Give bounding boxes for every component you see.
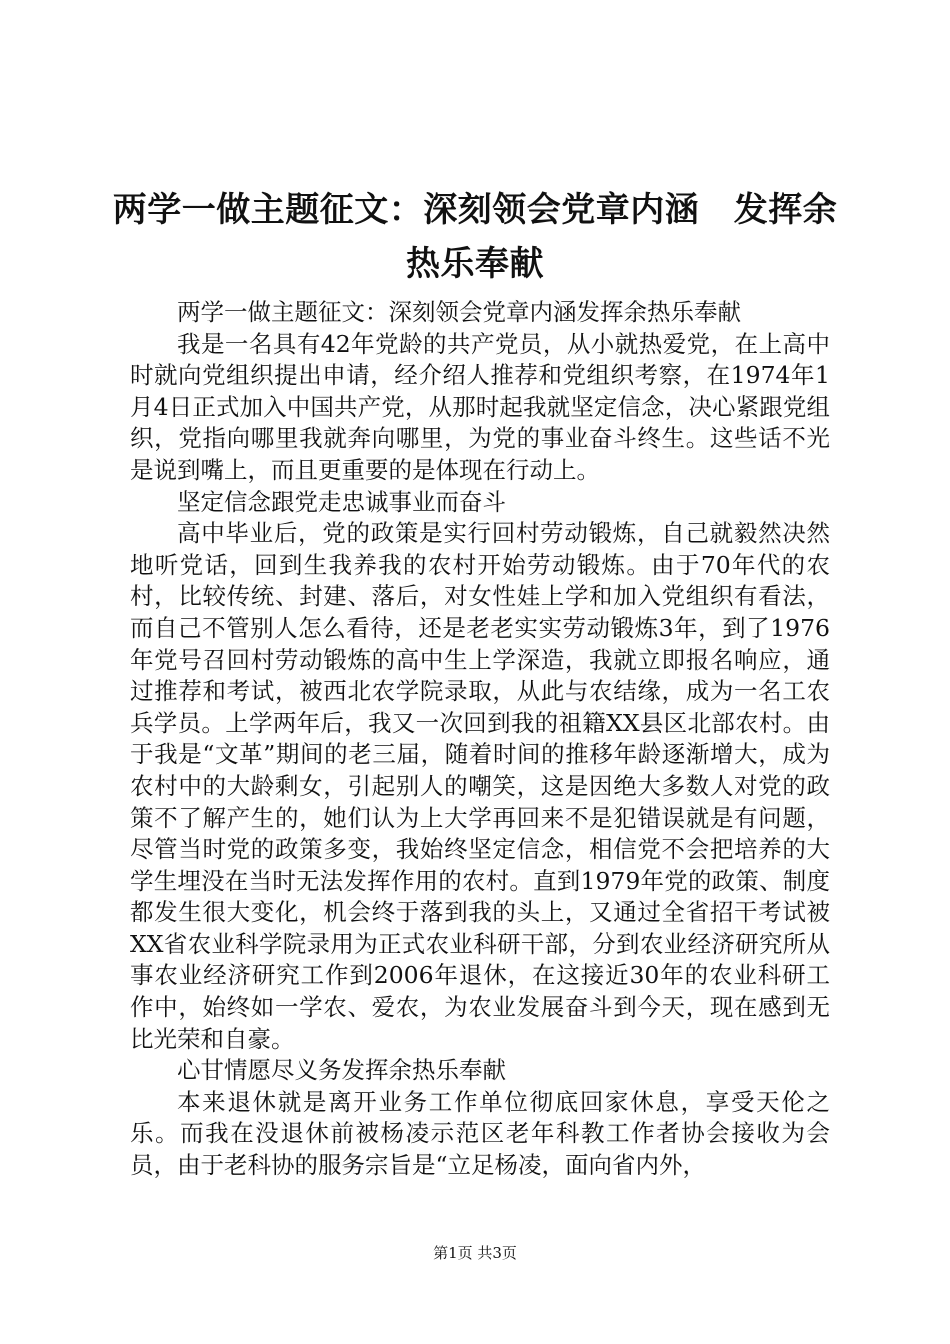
paragraph-section-2: 本来退休就是离开业务工作单位彻底回家休息，享受天伦之乐。而我在没退休前被杨凌示范区老年科教工作者协会接收为会员，由于老科协的服务宗旨是“立足杨凌，面向省内外， [130,1087,830,1180]
page-footer: 第1页 共3页 [433,1244,517,1262]
paragraph-subtitle: 两学一做主题征文：深刻领会党章内涵发挥余热乐奉献 [177,298,741,326]
section-heading-2: 心甘情愿尽义务发挥余热乐奉献 [177,1056,506,1085]
paragraph-intro: 我是一名具有42年党龄的共产党员，从小就热爱党，在上高中时就向党组织提出申请，经介绍人推荐和党组织考察，在1974年1月4日正式加入中国共产党，从那时起我就坚定信念，决心紧跟党组织，党指向哪里我就奔向哪里，为党的事业奋斗终生。这些话不光是说到嘴上，而且更重要的是体现在行动上。 [130,329,830,484]
section-heading-1: 坚定信念跟党走忠诚事业而奋斗 [177,487,506,516]
paragraph-section-1: 高中毕业后，党的政策是实行回村劳动锻炼，自己就毅然决然地听党话，回到生我养我的农村开始劳动锻炼。由于70年代的农村，比较传统、封建、落后，对女性娃上学和加入党组织有看法，而自己不管别人怎么看待，还是老老实实劳动锻炼3年，到了1976年党号召回村劳动锻炼的高中生上学深造，我就立即报名响应，通过推荐和考试，被西北农学院录取，从此与农结缘，成为一名工农兵学员。上学两年后，我又一次回到我的祖籍XX县区北部农村。由于我是“文革”期间的老三届，随着时间的推移年龄逐渐增大，成为农村中的大龄剩女，引起别人的嘲笑，这是因绝大多数人对党的政策不了解产生的，她们认为上大学再回来不是犯错误就是有问题，尽管当时党的政策多变，我始终坚定信念，相信党不会把培养的大学生埋没在当时无法发挥作用的农村。直到1979年党的政策、制度都发生很大变化，机会终于落到我的头上，又通过全省招干考试被XX省农业科学院录用为正式农业科研干部，分到农业经济研究所从事农业经济研究工作到2006年退休，在这接近30年的农业科研工作中，始终如一学农、爱农，为农业发展奋斗到今天，现在感到无比光荣和自豪。 [130,519,830,1053]
document-body [130,297,830,1182]
document-title: 两学一做主题征文：深刻领会党章内涵 发挥余热乐奉献 [112,190,838,284]
